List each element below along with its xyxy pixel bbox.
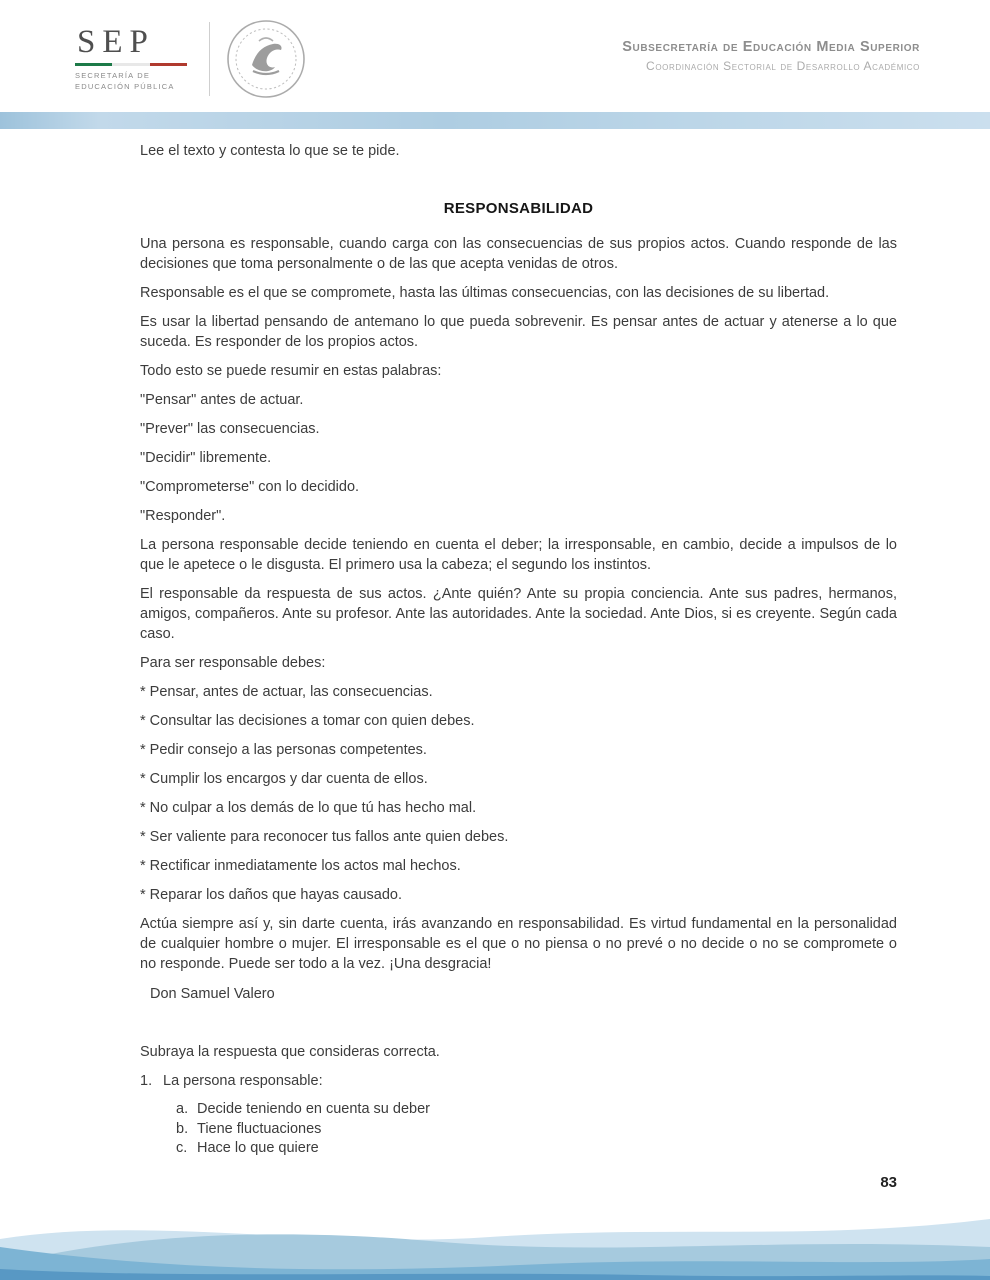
paragraph: * Pedir consejo a las personas competentes. bbox=[140, 742, 427, 758]
paragraph: La persona responsable decide teniendo en cuenta el deber; la irresponsable, en cambio, decide a impulsos de lo que le apetece o le disgusta. El primero usa la cabeza; el segundo los instintos. bbox=[140, 537, 897, 573]
coordinacion-subtitle: Coordinación Sectorial de Desarrollo Académico bbox=[646, 58, 920, 73]
header-blue-bar bbox=[0, 112, 990, 129]
paragraph: * No culpar a los demás de lo que tú has hecho mal. bbox=[140, 800, 477, 816]
mexican-flag-line bbox=[75, 63, 187, 66]
page-number: 83 bbox=[880, 1174, 897, 1191]
footer-wave-decoration bbox=[0, 1205, 990, 1280]
document-body bbox=[0, 129, 990, 1159]
answer-options bbox=[176, 1100, 897, 1159]
flag-white-segment bbox=[112, 63, 149, 66]
sep-logo bbox=[75, 23, 195, 93]
paragraph: "Decidir" libremente. bbox=[140, 450, 272, 466]
mexico-coat-of-arms-icon bbox=[226, 19, 306, 99]
paragraph: * Pensar, antes de actuar, las consecuencias. bbox=[140, 684, 433, 700]
header-divider-line bbox=[209, 22, 210, 96]
flag-green-segment bbox=[75, 63, 112, 66]
paragraph: * Cumplir los encargos y dar cuenta de ellos. bbox=[140, 771, 428, 787]
paragraph: * Ser valiente para reconocer tus fallos ante quien debes. bbox=[140, 829, 509, 845]
sep-acronym: SEP bbox=[77, 23, 155, 60]
exercise-instruction: Subraya la respuesta que consideras correcta. bbox=[140, 1044, 440, 1060]
flag-red-segment bbox=[150, 63, 187, 66]
paragraph: * Reparar los daños que hayas causado. bbox=[140, 887, 402, 903]
question-text: La persona responsable: bbox=[163, 1073, 323, 1089]
header-right-titles bbox=[306, 38, 920, 80]
paragraph: Para ser responsable debes: bbox=[140, 655, 326, 671]
paragraph: Es usar la libertad pensando de antemano lo que pueda sobrevenir. Es pensar antes de actuar y atenerse a lo que suceda. Es responder de los propios actos. bbox=[140, 314, 897, 350]
answer-option-a bbox=[176, 1100, 897, 1120]
text-paragraphs bbox=[140, 234, 897, 974]
document-title: RESPONSABILIDAD bbox=[443, 200, 594, 217]
paragraph: * Consultar las decisiones a tomar con quien debes. bbox=[140, 713, 475, 729]
paragraph: Una persona es responsable, cuando carga con las consecuencias de sus propios actos. Cuando responde de las decisiones que toma personalmente o de las que acepta venidas de otros. bbox=[140, 236, 897, 272]
option-letter: c. bbox=[176, 1140, 188, 1156]
paragraph: "Comprometerse" con lo decidido. bbox=[140, 479, 360, 495]
paragraph: Responsable es el que se compromete, hasta las últimas consecuencias, con las decisiones de su libertad. bbox=[140, 285, 830, 301]
question-number: 1. bbox=[140, 1073, 153, 1089]
option-letter: a. bbox=[176, 1101, 189, 1117]
question-1 bbox=[140, 1071, 897, 1091]
paragraph: "Responder". bbox=[140, 508, 226, 524]
answer-option-c bbox=[176, 1139, 897, 1159]
paragraph: El responsable da respuesta de sus actos. ¿Ante quién? Ante su propia conciencia. Ante sus padres, hermanos, amigos, compañeros. Ante su profesor. Ante las autoridades. Ante la sociedad. Ante Dios, si es creyente. Según cada caso. bbox=[140, 586, 897, 642]
paragraph: Actúa siempre así y, sin darte cuenta, irás avanzando en responsabilidad. Es virtud fundamental en la personalidad de cualquier hombre o mujer. El irresponsable es el que o no piensa o no prevé o no decide o no se compromete o no responde. Puede ser todo a la vez. ¡Una desgracia! bbox=[140, 916, 897, 972]
paragraph: * Rectificar inmediatamente los actos mal hechos. bbox=[140, 858, 461, 874]
answer-option-b bbox=[176, 1120, 897, 1140]
paragraph: "Pensar" antes de actuar. bbox=[140, 392, 304, 408]
paragraph: Todo esto se puede resumir en estas palabras: bbox=[140, 363, 442, 379]
author-attribution: Don Samuel Valero bbox=[150, 986, 275, 1002]
option-text: Hace lo que quiere bbox=[197, 1140, 319, 1156]
paragraph: "Prever" las consecuencias. bbox=[140, 421, 320, 437]
subsecretaria-title: Subsecretaría de Educación Media Superior bbox=[622, 39, 920, 56]
option-text: Tiene fluctuaciones bbox=[197, 1120, 322, 1137]
intro-instruction: Lee el texto y contesta lo que se te pide. bbox=[140, 143, 400, 159]
option-letter: b. bbox=[176, 1120, 189, 1137]
option-text: Decide teniendo en cuenta su deber bbox=[197, 1101, 430, 1117]
page-header bbox=[0, 0, 990, 112]
sep-subtitle: SECRETARÍA DE EDUCACIÓN PÚBLICA bbox=[75, 70, 175, 91]
